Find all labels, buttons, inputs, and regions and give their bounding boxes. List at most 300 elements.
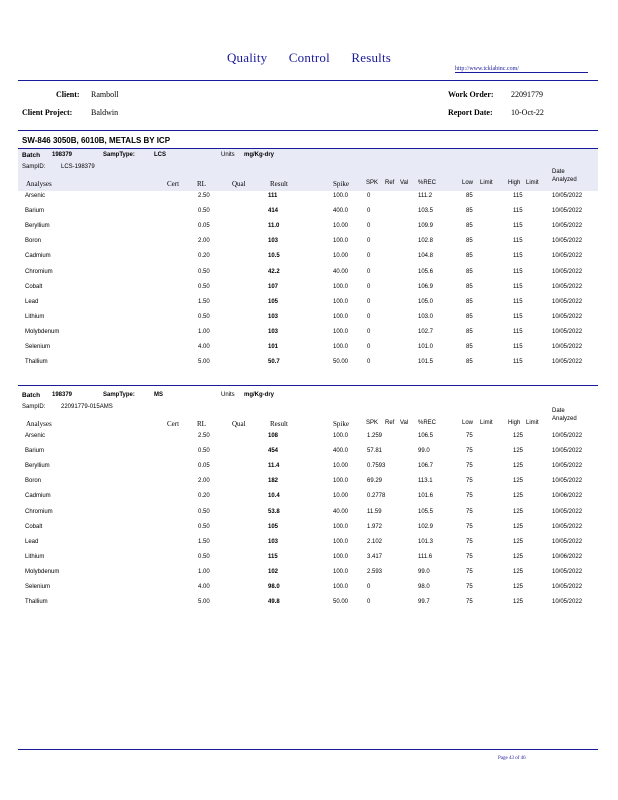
spike-cell: 100.0 (333, 298, 349, 305)
low-limit-cell: 75 (466, 568, 473, 575)
spike-cell: 10.00 (333, 223, 349, 230)
samptype-value: LCS (154, 152, 166, 158)
rl-cell: 0.20 (198, 253, 210, 260)
spike-cell: 10.00 (333, 253, 349, 260)
result-cell: 105 (268, 523, 279, 530)
rl-cell: 0.50 (198, 313, 210, 320)
date-analyzed-cell: 10/05/2022 (552, 478, 583, 485)
spk-ref-cell: 0 (367, 238, 371, 245)
rec-cell: 103.0 (418, 313, 434, 320)
date-analyzed-cell: 10/05/2022 (552, 538, 583, 545)
high-limit-cell: 125 (513, 523, 524, 530)
analyte-cell: Cadmium (25, 493, 51, 500)
table-row (18, 539, 598, 554)
low-limit-cell: 85 (466, 283, 473, 290)
units-value: mg/Kg-dry (244, 392, 274, 398)
low-limit-cell: 85 (466, 298, 473, 305)
spike-cell: 100.0 (333, 538, 349, 545)
section-rule (18, 385, 598, 386)
high-limit-cell: 125 (513, 448, 524, 455)
result-cell: 11.0 (268, 223, 280, 230)
sampid-label: SampID: (22, 164, 46, 170)
analyte-cell: Lead (25, 538, 39, 545)
table-row (18, 509, 598, 524)
low-limit-cell: 75 (466, 493, 473, 500)
spk-ref-cell: 11.59 (367, 508, 382, 515)
low-limit-cell: 85 (466, 193, 473, 199)
spk-ref-cell: 0 (367, 359, 371, 366)
table-row (18, 238, 598, 253)
rec-cell: 101.6 (418, 493, 434, 500)
analyte-cell: Boron (25, 478, 42, 485)
analyte-cell: Cadmium (25, 253, 51, 260)
analyte-cell: Beryllium (25, 463, 50, 470)
col-high-limit: Limit (526, 420, 539, 426)
col-result: Result (270, 180, 288, 188)
analyte-cell: Selenium (25, 584, 51, 590)
rec-cell: 99.0 (418, 448, 430, 455)
high-limit-cell: 115 (513, 283, 523, 290)
batch-value: 198379 (52, 392, 73, 398)
date-analyzed-cell: 10/05/2022 (552, 208, 583, 215)
col-val: Val (400, 180, 409, 186)
date-analyzed-cell: 10/05/2022 (552, 268, 583, 275)
date-analyzed-cell: 10/05/2022 (552, 298, 583, 305)
low-limit-cell: 75 (466, 448, 473, 455)
spike-cell: 40.00 (333, 508, 349, 515)
table-row (18, 299, 598, 314)
rl-cell: 0.50 (198, 553, 210, 560)
spike-cell: 100.0 (333, 283, 349, 290)
date-analyzed-cell: 10/05/2022 (552, 253, 583, 260)
col-spk: SPK (366, 180, 379, 186)
result-cell: 98.0 (268, 584, 280, 590)
high-limit-cell: 125 (513, 568, 524, 575)
col-analyzed: Analyzed (552, 177, 577, 183)
low-limit-cell: 75 (466, 523, 473, 530)
work-order-label: Work Order: (448, 90, 494, 99)
high-limit-cell: 115 (513, 193, 523, 199)
result-cell: 103 (268, 238, 279, 245)
spike-cell: 100.0 (333, 313, 349, 320)
table-row (18, 223, 598, 238)
rec-cell: 109.9 (418, 223, 434, 230)
result-cell: 10.5 (268, 253, 280, 260)
date-analyzed-cell: 10/05/2022 (552, 359, 583, 366)
rl-cell: 0.20 (198, 493, 210, 500)
section-rule (18, 148, 598, 149)
rl-cell: 0.50 (198, 508, 210, 515)
rec-cell: 99.0 (418, 568, 430, 575)
low-limit-cell: 75 (466, 478, 473, 485)
rl-cell: 1.00 (198, 568, 210, 575)
title-word: Results (351, 50, 392, 65)
table-row (18, 463, 598, 478)
low-limit-cell: 75 (466, 599, 473, 606)
col-qual: Qual (232, 420, 246, 428)
table-row (18, 478, 598, 493)
table-row (18, 329, 598, 344)
spk-ref-cell: 0 (367, 193, 371, 199)
spk-ref-cell: 0 (367, 253, 371, 260)
spike-cell: 400.0 (333, 448, 349, 455)
high-limit-cell: 125 (513, 553, 524, 560)
result-cell: 53.8 (268, 508, 280, 515)
report-title (0, 50, 618, 66)
date-analyzed-cell: 10/05/2022 (552, 463, 583, 470)
spk-ref-cell: 0 (367, 298, 371, 305)
spk-ref-cell: 0 (367, 283, 371, 290)
analyte-cell: Thallium (25, 599, 48, 606)
analyte-cell: Selenium (25, 344, 51, 350)
rl-cell: 0.50 (198, 448, 210, 455)
lab-url-link[interactable]: http://www.tcklabinc.com/ (455, 66, 588, 73)
low-limit-cell: 75 (466, 553, 473, 560)
low-limit-cell: 75 (466, 463, 473, 470)
rec-cell: 103.5 (418, 208, 434, 215)
col-high: High (508, 180, 521, 186)
high-limit-cell: 115 (513, 268, 523, 275)
table-row (18, 269, 598, 284)
analyte-cell: Arsenic (25, 193, 46, 199)
result-cell: 102 (268, 568, 279, 575)
rl-cell: 4.00 (198, 344, 210, 350)
spk-ref-cell: 0.7593 (367, 463, 386, 470)
spike-cell: 40.00 (333, 268, 349, 275)
rec-cell: 113.1 (418, 478, 433, 485)
result-cell: 107 (268, 283, 279, 290)
result-cell: 50.7 (268, 359, 280, 366)
units-value: mg/Kg-dry (244, 152, 274, 158)
low-limit-cell: 75 (466, 433, 473, 439)
project-label: Client Project: (22, 108, 73, 117)
analyte-cell: Thallium (25, 359, 48, 366)
date-analyzed-cell: 10/05/2022 (552, 223, 583, 230)
rl-cell: 2.00 (198, 478, 210, 485)
col-high: High (508, 420, 521, 426)
result-cell: 11.4 (268, 463, 280, 470)
table-row (18, 433, 598, 448)
rec-cell: 104.8 (418, 253, 434, 260)
high-limit-cell: 125 (513, 599, 524, 606)
rl-cell: 0.50 (198, 523, 210, 530)
col-result: Result (270, 420, 288, 428)
spike-cell: 100.0 (333, 584, 349, 590)
result-cell: 111 (268, 193, 278, 199)
low-limit-cell: 85 (466, 313, 473, 320)
spike-cell: 100.0 (333, 568, 349, 575)
spk-ref-cell: 0 (367, 313, 371, 320)
samptype-value: MS (154, 392, 163, 398)
low-limit-cell: 75 (466, 538, 473, 545)
analyte-cell: Lead (25, 298, 39, 305)
spk-ref-cell: 1.259 (367, 433, 383, 439)
rec-cell: 106.5 (418, 433, 434, 439)
table-row (18, 193, 598, 208)
col-rec: %REC (418, 420, 437, 426)
page-number: Page 43 of 46 (498, 756, 526, 761)
low-limit-cell: 85 (466, 223, 473, 230)
low-limit-cell: 85 (466, 344, 473, 350)
rec-cell: 105.5 (418, 508, 434, 515)
col-low-limit: Limit (480, 420, 493, 426)
result-cell: 103 (268, 313, 279, 320)
table-row (18, 284, 598, 299)
spike-cell: 100.0 (333, 523, 349, 530)
rec-cell: 106.7 (418, 463, 434, 470)
low-limit-cell: 85 (466, 238, 473, 245)
analyte-cell: Barium (25, 208, 45, 215)
rec-cell: 98.0 (418, 584, 430, 590)
spk-ref-cell: 3.417 (367, 553, 383, 560)
table-row (18, 493, 598, 508)
rec-cell: 105.0 (418, 298, 434, 305)
spike-cell: 100.0 (333, 193, 349, 199)
rl-cell: 1.50 (198, 298, 210, 305)
high-limit-cell: 115 (513, 238, 523, 245)
spike-cell: 100.0 (333, 238, 349, 245)
analyte-cell: Arsenic (25, 433, 46, 439)
col-analyses: Analyses (26, 180, 52, 188)
col-date: Date (552, 408, 565, 414)
analyte-cell: Lithium (25, 313, 45, 320)
spk-ref-cell: 2.593 (367, 568, 383, 575)
high-limit-cell: 115 (513, 359, 523, 366)
rl-cell: 1.00 (198, 328, 210, 335)
rl-cell: 1.50 (198, 538, 210, 545)
title-word: Quality (226, 50, 268, 65)
high-limit-cell: 125 (513, 478, 524, 485)
high-limit-cell: 115 (513, 344, 523, 350)
table-row (18, 448, 598, 463)
date-analyzed-cell: 10/06/2022 (552, 493, 583, 500)
rl-cell: 5.00 (198, 359, 210, 366)
high-limit-cell: 125 (513, 538, 524, 545)
spike-cell: 100.0 (333, 344, 349, 350)
spk-ref-cell: 0 (367, 328, 371, 335)
analyte-cell: Molybdenum (25, 568, 60, 575)
table-row (18, 584, 598, 599)
col-rl: RL (197, 180, 206, 188)
analyte-cell: Chromium (25, 508, 53, 515)
result-cell: 103 (268, 328, 279, 335)
rec-cell: 101.0 (418, 344, 434, 350)
method-title: SW-846 3050B, 6010B, METALS BY ICP (22, 136, 171, 145)
col-cert: Cert (167, 180, 180, 188)
analyte-cell: Lithium (25, 553, 45, 560)
spk-ref-cell: 0.2778 (367, 493, 386, 500)
spike-cell: 100.0 (333, 433, 349, 439)
high-limit-cell: 115 (513, 313, 523, 320)
result-cell: 105 (268, 298, 279, 305)
title-word: Control (288, 50, 330, 65)
rec-cell: 111.6 (418, 553, 433, 560)
high-limit-cell: 125 (513, 508, 524, 515)
col-analyzed: Analyzed (552, 416, 577, 422)
low-limit-cell: 85 (466, 359, 473, 366)
project-value: Baldwin (91, 108, 119, 117)
analyte-cell: Cobalt (25, 523, 43, 530)
spike-cell: 100.0 (333, 478, 349, 485)
table-row (18, 599, 598, 614)
rec-cell: 111.2 (418, 193, 433, 199)
spk-ref-cell: 0 (367, 344, 371, 350)
col-cert: Cert (167, 420, 180, 428)
spike-cell: 100.0 (333, 553, 349, 560)
col-qual: Qual (232, 180, 246, 188)
result-cell: 414 (268, 208, 279, 215)
low-limit-cell: 85 (466, 328, 473, 335)
rec-cell: 101.3 (418, 538, 434, 545)
spk-ref-cell: 0 (367, 208, 371, 215)
units-label: Units (221, 392, 235, 398)
col-low: Low (462, 180, 474, 186)
high-limit-cell: 125 (513, 493, 524, 500)
spk-ref-cell: 2.102 (367, 538, 383, 545)
rec-cell: 106.9 (418, 283, 434, 290)
units-label: Units (221, 152, 235, 158)
low-limit-cell: 85 (466, 253, 473, 260)
high-limit-cell: 115 (513, 223, 523, 230)
rec-cell: 102.9 (418, 523, 434, 530)
high-limit-cell: 125 (513, 463, 524, 470)
date-analyzed-cell: 10/06/2022 (552, 553, 583, 560)
high-limit-cell: 115 (513, 328, 523, 335)
method-top-rule (18, 130, 598, 131)
sampid-value: LCS-198379 (61, 164, 95, 170)
col-rec: %REC (418, 180, 437, 186)
spike-cell: 400.0 (333, 208, 349, 215)
spk-ref-cell: 0 (367, 223, 371, 230)
analyte-cell: Molybdenum (25, 328, 60, 335)
rl-cell: 4.00 (198, 584, 210, 590)
spike-cell: 10.00 (333, 493, 349, 500)
spk-ref-cell: 69.29 (367, 478, 383, 485)
analyte-cell: Barium (25, 448, 45, 455)
spk-ref-cell: 0 (367, 599, 371, 606)
table-row (18, 524, 598, 539)
rec-cell: 105.6 (418, 268, 434, 275)
col-rl: RL (197, 420, 206, 428)
col-val: Val (400, 420, 409, 426)
table-row (18, 554, 598, 569)
col-date: Date (552, 169, 565, 175)
rl-cell: 5.00 (198, 599, 210, 606)
col-spike: Spike (333, 420, 349, 428)
result-cell: 42.2 (268, 268, 280, 275)
samptype-label: SampType: (103, 392, 135, 398)
rl-cell: 0.50 (198, 208, 210, 215)
analyte-cell: Boron (25, 238, 42, 245)
footer-rule (18, 749, 598, 750)
rl-cell: 0.05 (198, 463, 210, 470)
date-analyzed-cell: 10/05/2022 (552, 523, 583, 530)
result-cell: 10.4 (268, 493, 280, 500)
date-analyzed-cell: 10/05/2022 (552, 599, 583, 606)
low-limit-cell: 75 (466, 584, 473, 590)
table-row (18, 359, 598, 374)
rec-cell: 101.5 (418, 359, 434, 366)
sampid-label: SampID: (22, 404, 46, 410)
high-limit-cell: 125 (513, 433, 524, 439)
analyte-cell: Beryllium (25, 223, 50, 230)
high-limit-cell: 125 (513, 584, 524, 590)
date-analyzed-cell: 10/05/2022 (552, 193, 583, 199)
date-analyzed-cell: 10/05/2022 (552, 584, 583, 590)
work-order-value: 22091779 (511, 90, 543, 99)
rl-cell: 0.05 (198, 223, 210, 230)
rl-cell: 0.50 (198, 283, 210, 290)
col-ref: Ref (385, 180, 395, 186)
result-cell: 115 (268, 553, 278, 560)
spike-cell: 50.00 (333, 599, 349, 606)
low-limit-cell: 85 (466, 268, 473, 275)
report-date-value: 10-Oct-22 (511, 108, 544, 117)
date-analyzed-cell: 10/05/2022 (552, 238, 583, 245)
col-analyses: Analyses (26, 420, 52, 428)
rl-cell: 2.50 (198, 193, 210, 199)
result-cell: 182 (268, 478, 279, 485)
batch-label: Batch (22, 392, 41, 399)
table-row (18, 253, 598, 268)
high-limit-cell: 115 (513, 208, 523, 215)
col-ref: Ref (385, 420, 395, 426)
result-cell: 103 (268, 538, 279, 545)
spike-cell: 50.00 (333, 359, 349, 366)
date-analyzed-cell: 10/05/2022 (552, 283, 583, 290)
rl-cell: 0.50 (198, 268, 210, 275)
col-low: Low (462, 420, 474, 426)
batch-label: Batch (22, 152, 41, 159)
table-row (18, 208, 598, 223)
table-row (18, 314, 598, 329)
spike-cell: 100.0 (333, 328, 349, 335)
rl-cell: 2.00 (198, 238, 210, 245)
high-limit-cell: 115 (513, 298, 523, 305)
client-value: Ramboll (91, 90, 119, 99)
sampid-value: 22091779-015AMS (61, 404, 113, 410)
spk-ref-cell: 1.972 (367, 523, 383, 530)
analyte-cell: Chromium (25, 268, 53, 275)
low-limit-cell: 75 (466, 508, 473, 515)
date-analyzed-cell: 10/05/2022 (552, 508, 583, 515)
batch-value: 198379 (52, 152, 73, 158)
result-cell: 454 (268, 448, 279, 455)
col-low-limit: Limit (480, 180, 493, 186)
spike-cell: 10.00 (333, 463, 349, 470)
samptype-label: SampType: (103, 152, 135, 158)
date-analyzed-cell: 10/05/2022 (552, 344, 583, 350)
col-high-limit: Limit (526, 180, 539, 186)
result-cell: 49.8 (268, 599, 280, 606)
low-limit-cell: 85 (466, 208, 473, 215)
date-analyzed-cell: 10/05/2022 (552, 433, 583, 439)
col-spike: Spike (333, 180, 349, 188)
high-limit-cell: 115 (513, 253, 523, 260)
analyte-cell: Cobalt (25, 283, 43, 290)
rec-cell: 102.7 (418, 328, 434, 335)
col-spk: SPK (366, 420, 379, 426)
spk-ref-cell: 0 (367, 584, 371, 590)
rec-cell: 102.8 (418, 238, 434, 245)
result-cell: 101 (268, 344, 279, 350)
header-top-rule (18, 80, 598, 81)
table-row (18, 344, 598, 359)
date-analyzed-cell: 10/05/2022 (552, 328, 583, 335)
date-analyzed-cell: 10/05/2022 (552, 568, 583, 575)
client-label: Client: (56, 90, 80, 99)
spk-ref-cell: 0 (367, 268, 371, 275)
